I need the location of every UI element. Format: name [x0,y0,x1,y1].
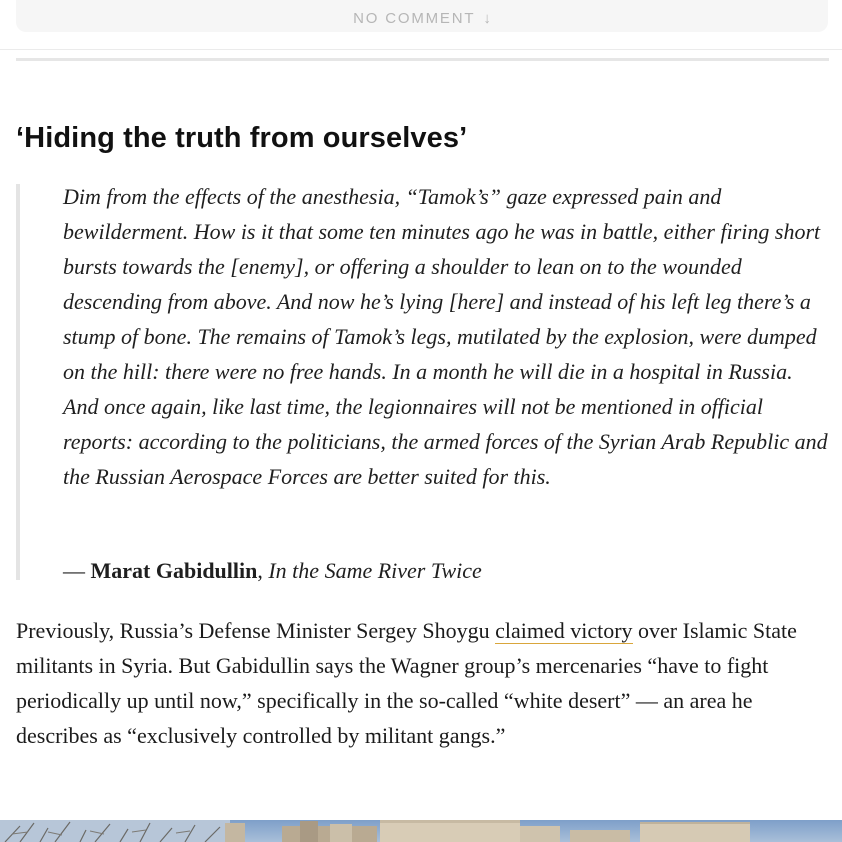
article-paragraph [16,613,816,753]
blockquote-bar [16,184,20,580]
paragraph-text-before-link: Previously, Russia’s Defense Minister Sergey Shoygu [16,618,496,643]
blockquote-text: Dim from the effects of the anesthesia, “Tamok’s” gaze expressed pain and bewilderment. How is it that some ten minutes ago he was in battle, either firing short bursts towards the [enemy], or offering a shoulder to lean on to the wounded descending from above. And now he’s lying [here] and instead of his left leg there’s a stump of bone. The remains of Tamok’s legs, mutilated by the explosion, were dumped on the hill: there were no free hands. In a month he will die in a hospital in Russia. And once again, like last time, the legionnaires will not be mentioned in official reports: according to the politicians, the armed forces of the Syrian Arab Republic and the Russian Aerospace Forces are better suited for this. [63,184,828,489]
no-comment-button[interactable] [16,0,828,32]
section-heading: ‘Hiding the truth from ourselves’ [16,122,468,154]
quote-author: Marat Gabidullin [90,558,258,583]
arrow-down-icon: ↓ [483,9,491,27]
paragraph-text-after-link: over Islamic State militants in Syria. But Gabidullin says the Wagner group’s mercenaries “have to fight periodically up until now,” specifically in the so-called “white desert” — an area he describes as “exclusively controlled by militant gangs.” [16,618,797,748]
section-divider [16,58,829,61]
claimed-victory-link[interactable]: claimed victory [495,618,633,643]
attribution-separator: , [257,558,263,583]
no-comment-label: NO COMMENT [353,9,476,27]
header-divider [0,49,842,50]
blockquote [63,179,833,494]
photo-illustration [0,820,842,842]
article-photo [0,820,842,842]
attribution-dash: — [63,558,85,583]
quote-work-title: In the Same River Twice [268,558,482,583]
quote-attribution [63,553,482,588]
